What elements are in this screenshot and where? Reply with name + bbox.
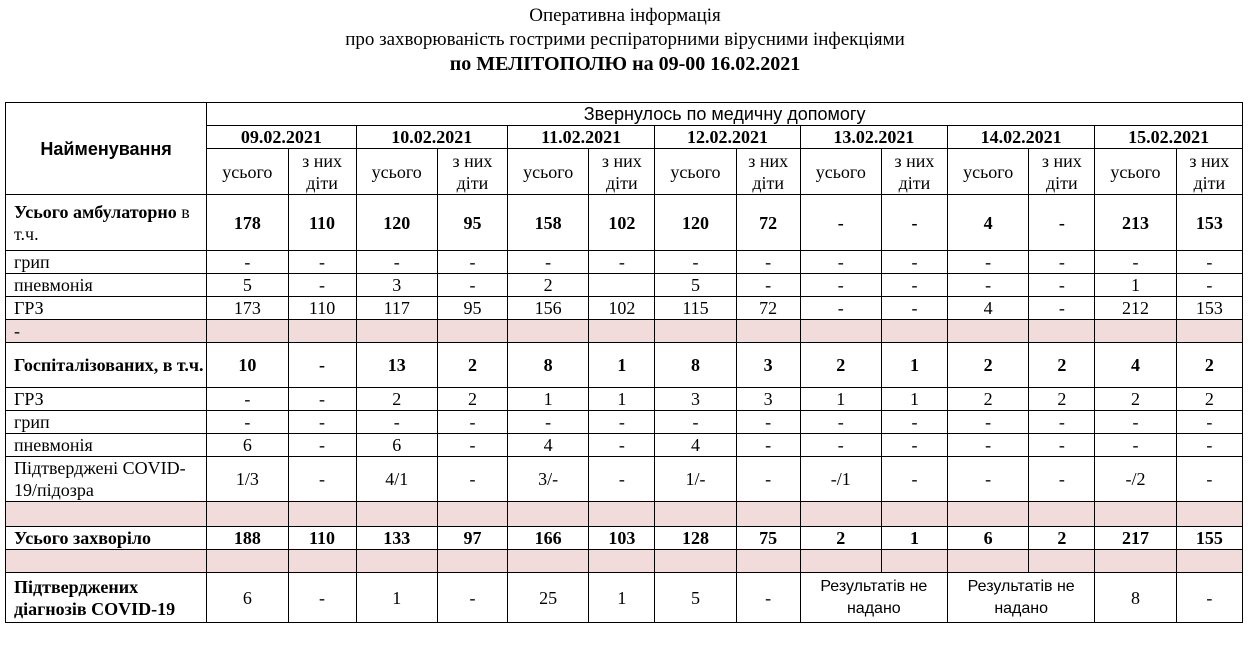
table-cell: - xyxy=(288,388,356,411)
table-cell: 213 xyxy=(1095,195,1176,251)
table-cell xyxy=(1095,320,1176,343)
table-cell xyxy=(655,502,736,527)
table-cell: - xyxy=(437,457,507,502)
row-label xyxy=(6,573,207,623)
table-cell: - xyxy=(655,411,736,434)
table-cell: 2 xyxy=(948,388,1029,411)
table-cell: - xyxy=(437,251,507,274)
table-cell: 1/3 xyxy=(207,457,288,502)
row-label-text: ГРЗ xyxy=(14,298,44,318)
table-cell: - xyxy=(1029,195,1095,251)
table-cell: 115 xyxy=(655,297,736,320)
column-header-name: Найменування xyxy=(6,103,207,195)
table-cell: 1 xyxy=(589,343,655,388)
table-cell: - xyxy=(655,251,736,274)
table-cell: 102 xyxy=(589,195,655,251)
table-cell: - xyxy=(589,434,655,457)
table-cell: - xyxy=(1029,251,1095,274)
table-cell: 1 xyxy=(881,388,947,411)
table-cell xyxy=(1176,320,1242,343)
table-cell: - xyxy=(1029,434,1095,457)
table-cell xyxy=(736,550,800,573)
table-cell: 155 xyxy=(1176,527,1242,550)
table-cell: 6 xyxy=(356,434,437,457)
table-cell: 75 xyxy=(736,527,800,550)
row-label xyxy=(6,297,207,320)
table-cell: 72 xyxy=(736,195,800,251)
table-cell xyxy=(207,320,288,343)
table-cell: 153 xyxy=(1176,297,1242,320)
table-cell: 1 xyxy=(1095,274,1176,297)
table-cell: - xyxy=(437,411,507,434)
table-cell xyxy=(948,320,1029,343)
column-header-children: з них діти xyxy=(1029,149,1095,195)
column-header-date: 15.02.2021 xyxy=(1095,126,1243,149)
row-label xyxy=(6,195,207,251)
table-cell: - xyxy=(589,411,655,434)
table-cell xyxy=(1029,502,1095,527)
table-row xyxy=(6,320,1243,343)
column-header-children: з них діти xyxy=(1176,149,1242,195)
table-cell xyxy=(1029,550,1095,573)
table-cell: 3 xyxy=(736,388,800,411)
table-cell: 188 xyxy=(207,527,288,550)
table-cell xyxy=(207,502,288,527)
table-cell: - xyxy=(356,411,437,434)
table-cell: - xyxy=(1029,274,1095,297)
row-label-text: Усього амбулаторно xyxy=(14,201,177,222)
table-cell: 178 xyxy=(207,195,288,251)
table-cell: - xyxy=(736,434,800,457)
table-cell: -/1 xyxy=(800,457,881,502)
table-cell: 1 xyxy=(356,573,437,623)
table-cell: - xyxy=(736,251,800,274)
table-cell: 2 xyxy=(437,388,507,411)
table-cell: 110 xyxy=(288,527,356,550)
table-cell xyxy=(800,320,881,343)
table-cell: 2 xyxy=(508,274,589,297)
table-cell: - xyxy=(207,251,288,274)
column-header-children: з них діти xyxy=(736,149,800,195)
table-cell: - xyxy=(589,251,655,274)
table-cell xyxy=(881,320,947,343)
table-cell: 153 xyxy=(1176,195,1242,251)
table-cell: 8 xyxy=(1095,573,1176,623)
table-cell: 2 xyxy=(1029,527,1095,550)
table-cell: 212 xyxy=(1095,297,1176,320)
table-cell: 5 xyxy=(655,573,736,623)
table-cell xyxy=(288,550,356,573)
table-cell: 8 xyxy=(508,343,589,388)
table-cell: 133 xyxy=(356,527,437,550)
table-cell: 95 xyxy=(437,297,507,320)
table-cell xyxy=(881,502,947,527)
table-cell: 6 xyxy=(207,573,288,623)
table-cell xyxy=(437,320,507,343)
table-cell: - xyxy=(1176,457,1242,502)
table-cell: - xyxy=(948,411,1029,434)
table-cell: - xyxy=(881,274,947,297)
table-cell: - xyxy=(1095,411,1176,434)
table-cell xyxy=(589,274,655,297)
table-cell: - xyxy=(948,434,1029,457)
morbidity-table xyxy=(5,102,1243,623)
table-row xyxy=(6,343,1243,388)
table-cell xyxy=(356,320,437,343)
row-label xyxy=(6,434,207,457)
table-cell: - xyxy=(1176,251,1242,274)
table-cell xyxy=(589,320,655,343)
table-cell: 3/- xyxy=(508,457,589,502)
table-cell: - xyxy=(800,411,881,434)
column-header-date: 10.02.2021 xyxy=(356,126,507,149)
column-header-total: усього xyxy=(800,149,881,195)
table-cell: - xyxy=(881,195,947,251)
table-row xyxy=(6,411,1243,434)
row-label-text: - xyxy=(14,321,20,341)
row-label-text: пневмонія xyxy=(14,435,93,455)
column-header-date: 11.02.2021 xyxy=(508,126,655,149)
table-cell xyxy=(589,550,655,573)
table-row xyxy=(6,297,1243,320)
table-cell: - xyxy=(948,251,1029,274)
column-header-children: з них діти xyxy=(437,149,507,195)
table-cell: - xyxy=(1176,434,1242,457)
table-row xyxy=(6,388,1243,411)
table-cell: 110 xyxy=(288,195,356,251)
table-cell: 97 xyxy=(437,527,507,550)
row-label xyxy=(6,502,207,527)
table-cell xyxy=(948,550,1029,573)
table-cell: 128 xyxy=(655,527,736,550)
table-cell xyxy=(437,502,507,527)
column-header-total: усього xyxy=(1095,149,1176,195)
table-cell: 173 xyxy=(207,297,288,320)
table-cell: 72 xyxy=(736,297,800,320)
table-cell: 103 xyxy=(589,527,655,550)
table-cell: 4 xyxy=(948,195,1029,251)
table-cell: - xyxy=(288,274,356,297)
table-cell: 2 xyxy=(1095,388,1176,411)
table-cell xyxy=(655,550,736,573)
table-cell: 158 xyxy=(508,195,589,251)
table-cell: 2 xyxy=(800,343,881,388)
table-cell: 1 xyxy=(589,573,655,623)
row-label-text: грип xyxy=(14,412,50,432)
table-cell: - xyxy=(589,457,655,502)
column-header-date: 13.02.2021 xyxy=(800,126,947,149)
column-header-total: усього xyxy=(655,149,736,195)
table-cell: - xyxy=(800,274,881,297)
table-cell: 5 xyxy=(207,274,288,297)
table-cell: - xyxy=(437,573,507,623)
table-cell: - xyxy=(1029,457,1095,502)
column-header-date: 09.02.2021 xyxy=(207,126,356,149)
table-cell: 95 xyxy=(437,195,507,251)
table-cell xyxy=(356,502,437,527)
table-cell xyxy=(736,502,800,527)
table-cell: 3 xyxy=(655,388,736,411)
table-cell: 2 xyxy=(800,527,881,550)
table-cell xyxy=(800,550,881,573)
table-cell: - xyxy=(1095,434,1176,457)
table-cell xyxy=(437,550,507,573)
table-cell: - xyxy=(508,251,589,274)
table-cell: - xyxy=(736,457,800,502)
table-cell: - xyxy=(1029,411,1095,434)
row-label xyxy=(6,527,207,550)
column-header-date: 12.02.2021 xyxy=(655,126,800,149)
table-cell xyxy=(508,502,589,527)
table-cell: 2 xyxy=(1029,343,1095,388)
table-cell xyxy=(948,502,1029,527)
table-cell xyxy=(508,320,589,343)
row-label xyxy=(6,457,207,502)
table-row xyxy=(6,550,1243,573)
table-cell: 217 xyxy=(1095,527,1176,550)
table-cell: 117 xyxy=(356,297,437,320)
table-cell: 4/1 xyxy=(356,457,437,502)
table-cell xyxy=(356,550,437,573)
table-cell: 1 xyxy=(508,388,589,411)
table-cell: - xyxy=(736,573,800,623)
table-cell: - xyxy=(356,251,437,274)
table-cell: 2 xyxy=(1176,388,1242,411)
column-header-total: усього xyxy=(356,149,437,195)
column-header-date: 14.02.2021 xyxy=(948,126,1095,149)
table-cell xyxy=(207,550,288,573)
row-label xyxy=(6,320,207,343)
row-label xyxy=(6,411,207,434)
row-label xyxy=(6,274,207,297)
table-cell xyxy=(508,550,589,573)
row-label xyxy=(6,343,207,388)
table-cell: 166 xyxy=(508,527,589,550)
column-header-total: усього xyxy=(207,149,288,195)
table-cell: 4 xyxy=(948,297,1029,320)
table-cell: - xyxy=(800,195,881,251)
column-header-children: з них діти xyxy=(589,149,655,195)
table-row xyxy=(6,502,1243,527)
table-cell xyxy=(1029,320,1095,343)
row-label-text: грип xyxy=(14,252,50,272)
table-cell: 1 xyxy=(881,527,947,550)
table-cell: - xyxy=(948,274,1029,297)
table-cell: - xyxy=(288,343,356,388)
report-header xyxy=(0,4,1250,76)
table-cell-merged: Результатів не надано xyxy=(948,573,1095,623)
table-cell: 2 xyxy=(437,343,507,388)
table-cell: 3 xyxy=(736,343,800,388)
table-cell: 102 xyxy=(589,297,655,320)
table-cell: 2 xyxy=(356,388,437,411)
table-cell: - xyxy=(207,411,288,434)
row-label-text: Госпіталізованих, в т.ч. xyxy=(14,355,204,375)
table-cell: 6 xyxy=(948,527,1029,550)
column-header-total: усього xyxy=(508,149,589,195)
table-cell xyxy=(1095,550,1176,573)
table-cell: 120 xyxy=(356,195,437,251)
table-cell: - xyxy=(881,457,947,502)
table-cell: 1/- xyxy=(655,457,736,502)
table-cell: - xyxy=(736,411,800,434)
row-label xyxy=(6,388,207,411)
row-label-text: Підтверджені COVID-19/підозра xyxy=(14,458,186,500)
row-label xyxy=(6,550,207,573)
table-cell xyxy=(800,502,881,527)
table-cell: 5 xyxy=(655,274,736,297)
table-cell: - xyxy=(736,274,800,297)
table-cell: - xyxy=(288,573,356,623)
report-title-line3: по МЕЛІТОПОЛЮ на 09-00 16.02.2021 xyxy=(449,53,801,75)
table-cell xyxy=(288,502,356,527)
row-label-suffix: в т.ч. xyxy=(14,201,190,244)
table-row xyxy=(6,195,1243,251)
table-cell: 2 xyxy=(1029,388,1095,411)
row-label-text: ГРЗ xyxy=(14,389,44,409)
table-cell: - xyxy=(508,411,589,434)
table-cell: - xyxy=(288,251,356,274)
table-row xyxy=(6,457,1243,502)
table-cell: - xyxy=(800,297,881,320)
column-header-total: усього xyxy=(948,149,1029,195)
table-cell: - xyxy=(437,274,507,297)
table-cell: - xyxy=(1176,274,1242,297)
table-cell: 2 xyxy=(948,343,1029,388)
table-row xyxy=(6,434,1243,457)
row-label xyxy=(6,251,207,274)
table-cell: - xyxy=(881,251,947,274)
table-cell: - xyxy=(1176,573,1242,623)
table-cell: 3 xyxy=(356,274,437,297)
table-cell xyxy=(1095,502,1176,527)
column-header-group: Звернулось по медичну допомогу xyxy=(207,103,1243,126)
table-cell: - xyxy=(800,434,881,457)
table-cell: - xyxy=(288,457,356,502)
table-cell xyxy=(1176,502,1242,527)
table-cell: -/2 xyxy=(1095,457,1176,502)
table-cell: 1 xyxy=(589,388,655,411)
table-cell: - xyxy=(881,411,947,434)
table-cell: - xyxy=(288,434,356,457)
table-cell: - xyxy=(288,411,356,434)
table-cell: 1 xyxy=(800,388,881,411)
table-cell: 10 xyxy=(207,343,288,388)
table-cell: - xyxy=(437,434,507,457)
table-cell xyxy=(589,502,655,527)
table-row xyxy=(6,527,1243,550)
row-label-text: Усього захворіло xyxy=(14,528,151,548)
header-row-group xyxy=(6,103,1243,126)
table-cell: - xyxy=(207,388,288,411)
table-cell: 1 xyxy=(881,343,947,388)
row-label-text: пневмонія xyxy=(14,275,93,295)
report-title-line2: про захворюваність гострими респіраторними вірусними інфекціями xyxy=(345,29,905,50)
table-cell: - xyxy=(948,457,1029,502)
table-row xyxy=(6,274,1243,297)
table-cell: 13 xyxy=(356,343,437,388)
table-cell xyxy=(288,320,356,343)
table-cell: - xyxy=(1176,411,1242,434)
table-cell: 4 xyxy=(1095,343,1176,388)
table-cell: - xyxy=(881,434,947,457)
table-cell: - xyxy=(800,251,881,274)
table-cell: 4 xyxy=(508,434,589,457)
table-cell-merged: Результатів не надано xyxy=(800,573,947,623)
table-cell: 8 xyxy=(655,343,736,388)
row-label-text: Підтверджених діагнозів COVID-19 xyxy=(14,576,176,619)
table-cell xyxy=(736,320,800,343)
table-cell: 4 xyxy=(655,434,736,457)
table-row xyxy=(6,573,1243,623)
table-cell xyxy=(655,320,736,343)
column-header-children: з них діти xyxy=(881,149,947,195)
table-cell xyxy=(881,550,947,573)
table-cell: - xyxy=(1095,251,1176,274)
column-header-children: з них діти xyxy=(288,149,356,195)
table-cell xyxy=(1176,550,1242,573)
table-row xyxy=(6,251,1243,274)
table-cell: 120 xyxy=(655,195,736,251)
table-cell: 2 xyxy=(1176,343,1242,388)
table-cell: - xyxy=(1029,297,1095,320)
table-cell: 6 xyxy=(207,434,288,457)
report-title-line1: Оперативна інформація xyxy=(529,5,721,26)
table-cell: - xyxy=(881,297,947,320)
table-cell: 110 xyxy=(288,297,356,320)
table-cell: 25 xyxy=(508,573,589,623)
table-cell: 156 xyxy=(508,297,589,320)
